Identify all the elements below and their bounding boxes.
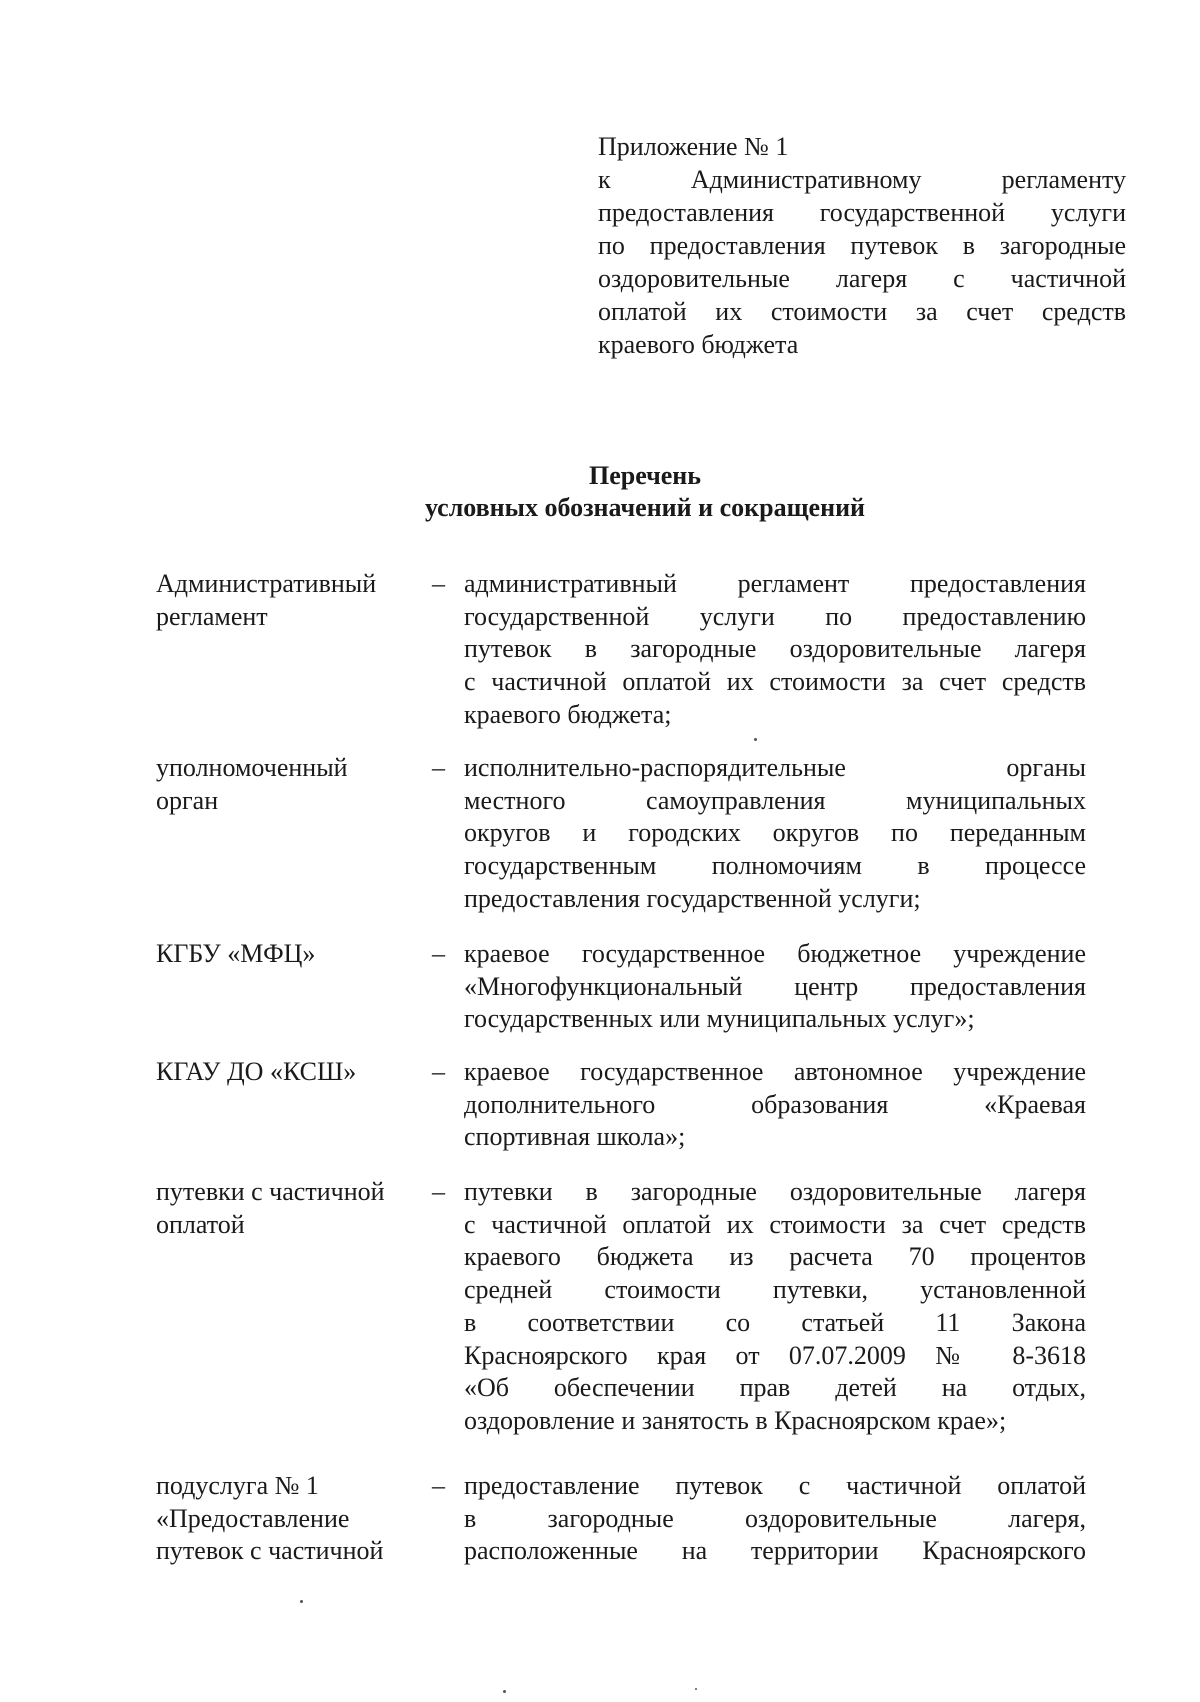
title-line-2: условных обозначений и сокращений: [424, 493, 866, 522]
definition-line: государственной услуги по предоставлению: [464, 601, 1086, 631]
appendix-line: к Административному регламенту: [598, 165, 1126, 194]
term-line: «Предоставление: [156, 1503, 350, 1533]
term-line: уполномоченный: [156, 753, 348, 782]
entry-term: [156, 1176, 421, 1241]
definition-line: с частичной оплатой их стоимости за счет средств: [464, 1209, 1086, 1239]
definition-line: предоставление путевок с частичной оплатой: [464, 1471, 1086, 1500]
entry-dash: –: [432, 1057, 445, 1086]
definition-line: административный регламент предоставления: [464, 569, 1086, 598]
term-line: путевки с частичной: [156, 1177, 385, 1206]
title-line-1: Перечень: [588, 461, 702, 490]
entry-term: [156, 568, 421, 633]
entry-definition: [464, 1470, 1086, 1568]
appendix-header: [598, 130, 1126, 361]
entry-dash: –: [432, 1471, 445, 1500]
term-line: КГБУ «МФЦ»: [156, 939, 316, 968]
definition-line: путевки в загородные оздоровительные лагеря: [464, 1177, 1086, 1206]
appendix-line: оздоровительные лагеря с частичной: [598, 264, 1126, 293]
entry-term: [156, 1470, 421, 1568]
definition-line: «Об обеспечении прав детей на отдых,: [464, 1373, 1086, 1403]
definition-line: спортивная школа»;: [464, 1122, 686, 1152]
definition-line: краевого бюджета из расчета 70 процентов: [464, 1242, 1086, 1272]
definition-line: краевое государственное бюджетное учреждение: [464, 939, 1086, 968]
entry-dash: –: [432, 569, 445, 598]
entry-definition: [464, 1176, 1086, 1438]
definition-line: местного самоуправления муниципальных: [464, 785, 1086, 815]
appendix-line: Приложение № 1: [598, 132, 789, 161]
definition-line: в соответствии со статьей 11 Закона: [464, 1307, 1086, 1337]
definition-line: округов и городских округов по переданным: [464, 818, 1086, 848]
definition-line: в загородные оздоровительные лагеря,: [464, 1503, 1086, 1533]
entry-definition: [464, 938, 1086, 1036]
term-line: КГАУ ДО «КСШ»: [156, 1057, 357, 1086]
entry-dash: –: [432, 939, 445, 968]
scan-speck: [754, 738, 757, 741]
definition-line: дополнительного образования «Краевая: [464, 1089, 1086, 1119]
scan-speck: [503, 1690, 506, 1693]
definition-line: исполнительно-распорядительные органы: [464, 753, 1086, 782]
entry-dash: –: [432, 753, 445, 782]
scan-speck: [300, 1600, 303, 1603]
entry-definition: [464, 1056, 1086, 1154]
scan-speck: [695, 1688, 697, 1690]
definition-line: с частичной оплатой их стоимости за счет средств: [464, 667, 1086, 697]
definition-line: «Многофункциональный центр предоставления: [464, 971, 1086, 1001]
entry-definition: [464, 752, 1086, 916]
appendix-line: краевого бюджета: [598, 330, 799, 359]
definition-line: путевок в загородные оздоровительные лагеря: [464, 634, 1086, 664]
term-line: Административный: [156, 569, 377, 598]
entry-term: [156, 938, 421, 971]
entry-dash: –: [432, 1177, 445, 1206]
appendix-line: по предоставления путевок в загородные: [598, 231, 1126, 260]
definition-line: Красноярского края от 07.07.2009 № 8-3618: [464, 1340, 1086, 1370]
document-title: [0, 460, 1200, 524]
definition-line: оздоровление и занятость в Красноярском крае»;: [464, 1405, 1007, 1435]
definition-line: краевого бюджета;: [464, 699, 672, 729]
definition-line: государственных или муниципальных услуг»;: [464, 1004, 975, 1034]
entry-definition: [464, 568, 1086, 732]
term-line: оплатой: [156, 1209, 245, 1239]
term-line: подуслуга № 1: [156, 1471, 319, 1500]
term-line: путевок с частичной: [156, 1536, 384, 1566]
definition-line: расположенные на территории Красноярского: [464, 1536, 1086, 1566]
definition-line: государственным полномочиям в процессе: [464, 851, 1086, 881]
entry-term: [156, 752, 421, 817]
entry-term: [156, 1056, 421, 1089]
definition-line: краевое государственное автономное учреждение: [464, 1057, 1086, 1086]
definition-line: средней стоимости путевки, установленной: [464, 1275, 1086, 1305]
definition-line: предоставления государственной услуги;: [464, 883, 921, 913]
term-line: орган: [156, 785, 219, 815]
appendix-line: предоставления государственной услуги: [598, 198, 1126, 227]
term-line: регламент: [156, 601, 268, 631]
appendix-line: оплатой их стоимости за счет средств: [598, 297, 1126, 326]
